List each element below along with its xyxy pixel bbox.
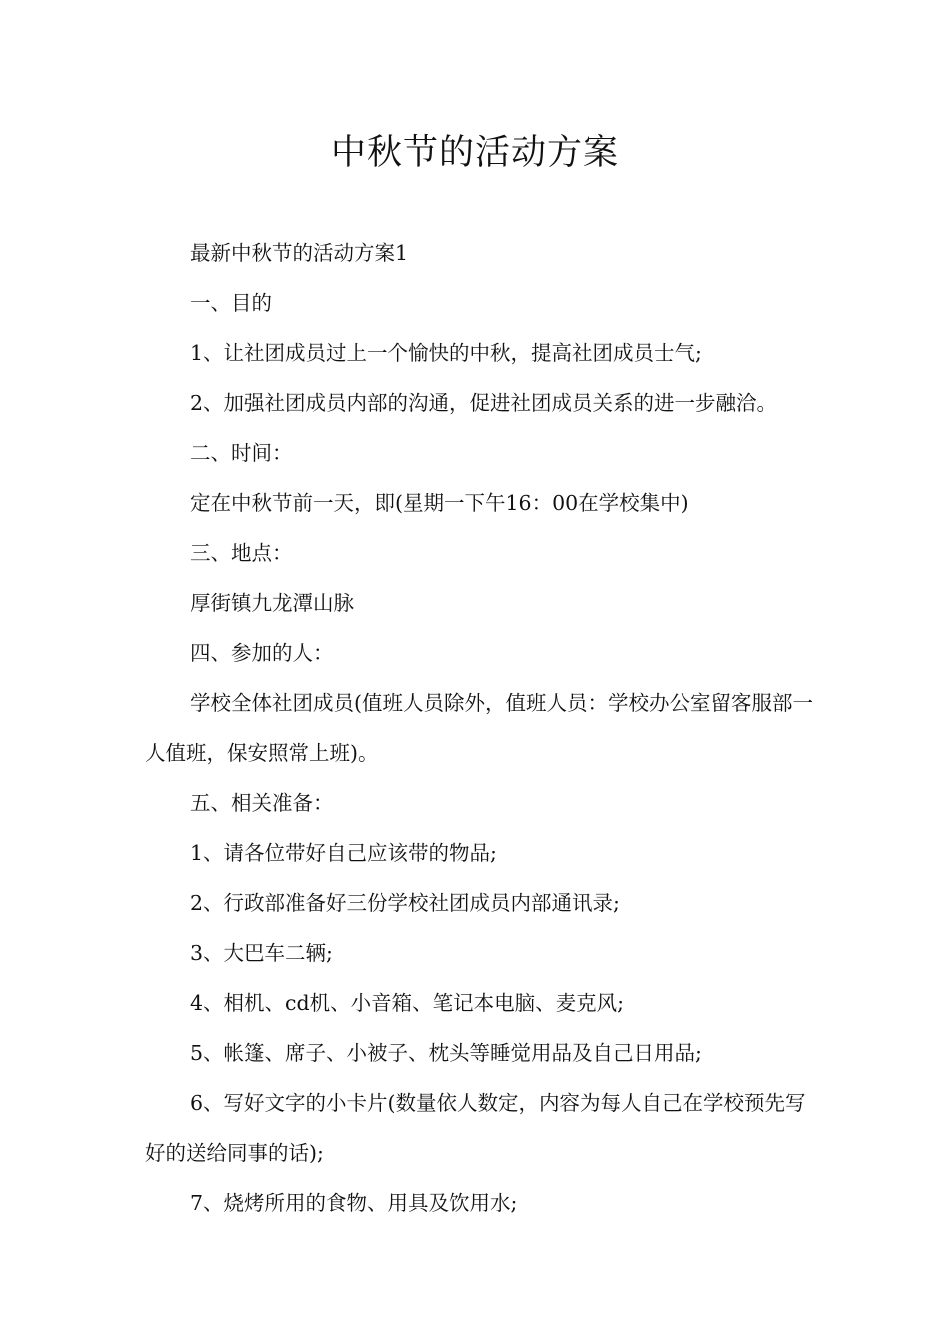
subtitle-paragraph: 最新中秋节的活动方案1 bbox=[190, 241, 409, 265]
section-heading-participants: 四、参加的人： bbox=[190, 641, 334, 665]
section-heading-preparation: 五、相关准备： bbox=[190, 791, 334, 815]
document-body bbox=[145, 228, 813, 1228]
paragraph: 学校全体社团成员(值班人员除外，值班人员：学校办公室留客服部一人值班，保安照常上班)。 bbox=[145, 691, 813, 765]
list-item: 7、烧烤所用的食物、用具及饮用水; bbox=[190, 1191, 518, 1215]
document-title: 中秋节的活动方案 bbox=[330, 133, 619, 173]
section-heading-time: 二、时间： bbox=[190, 441, 293, 465]
list-item: 3、大巴车二辆; bbox=[190, 941, 333, 965]
list-item: 6、写好文字的小卡片(数量依人数定，内容为每人自己在学校预先写好的送给同事的话); bbox=[145, 1091, 806, 1165]
paragraph: 定在中秋节前一天，即(星期一下午16：00在学校集中) bbox=[190, 491, 689, 515]
section-heading-location: 三、地点： bbox=[190, 541, 293, 565]
paragraph: 2、加强社团成员内部的沟通，促进社团成员关系的进一步融洽。 bbox=[190, 391, 778, 415]
list-item: 1、请各位带好自己应该带的物品; bbox=[190, 841, 497, 865]
paragraph: 1、让社团成员过上一个愉快的中秋，提高社团成员士气; bbox=[190, 341, 702, 365]
section-heading-purpose: 一、目的 bbox=[190, 291, 272, 315]
paragraph: 厚街镇九龙潭山脉 bbox=[190, 591, 354, 615]
list-item: 2、行政部准备好三份学校社团成员内部通讯录; bbox=[190, 891, 620, 915]
list-item: 5、帐篷、席子、小被子、枕头等睡觉用品及自己日用品; bbox=[190, 1041, 702, 1065]
list-item: 4、相机、cd机、小音箱、笔记本电脑、麦克风; bbox=[190, 991, 625, 1015]
